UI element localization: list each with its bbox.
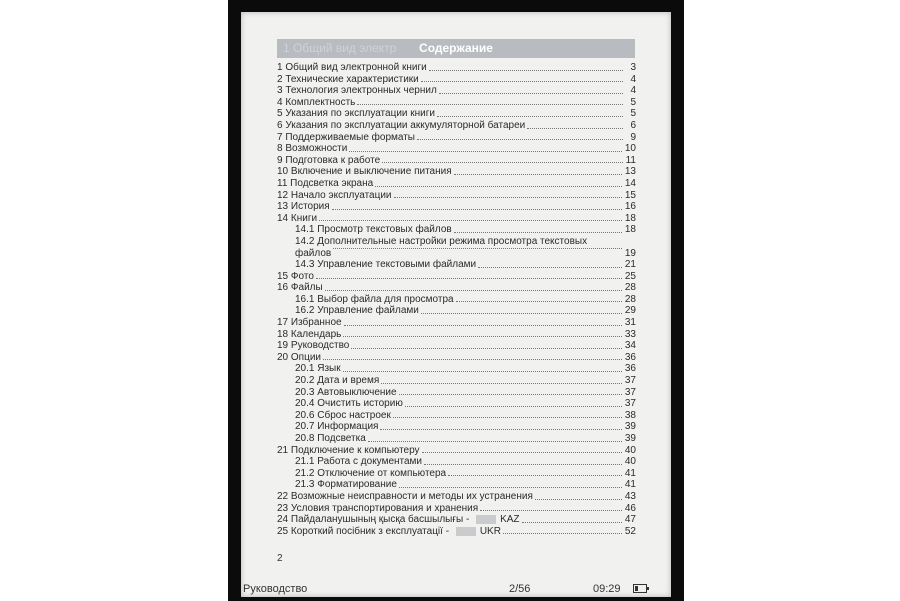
toc-item[interactable]: 25 Короткий посібник з експлуатації - UKR 52	[277, 525, 636, 537]
toc-item[interactable]: 1 Общий вид электронной книги 3	[277, 62, 636, 73]
toc-subitem[interactable]: 20.6 Сброс настроек 38	[295, 409, 636, 421]
toc-item[interactable]: 22 Возможные неисправности и методы их устранения 43	[277, 490, 636, 502]
toc-subitem[interactable]: 20.1 Язык 36	[295, 363, 636, 375]
flag-placeholder-ukr	[456, 527, 476, 536]
toc-subitem[interactable]: 20.3 Автовыключение 37	[295, 386, 636, 398]
toc-subitem[interactable]: 20.7 Информация 39	[295, 421, 636, 433]
toc-subitem[interactable]: 14.3 Управление текстовыми файлами 21	[295, 259, 636, 271]
battery-icon	[633, 584, 647, 593]
page-indicator: 2/56	[509, 583, 531, 595]
ereader-screen[interactable]	[241, 12, 671, 597]
book-title: Руководство	[243, 583, 308, 595]
toc-item[interactable]: 12 Начало эксплуатации 15	[277, 189, 636, 201]
status-bar	[241, 581, 671, 597]
toc-subitem[interactable]: 16.2 Управление файлами 29	[295, 305, 636, 317]
toc-item[interactable]: 8 Возможности 10	[277, 143, 636, 155]
toc-subitem[interactable]: 20.8 Подсветка 39	[295, 433, 636, 444]
toc-subitem[interactable]: 21.2 Отключение от компьютера 41	[295, 467, 636, 479]
toc-item[interactable]: 21 Подключение к компьютеру 40	[277, 444, 636, 456]
toc-subitem[interactable]: 16.1 Выбор файла для просмотра 28	[295, 293, 636, 305]
toc-item[interactable]: 24 Пайдаланушының қысқа басшылығы - KAZ 47	[277, 514, 636, 526]
toc-subitem[interactable]: 14.2 Дополнительные настройки режима просмотра текстовых файлов 19	[295, 235, 636, 259]
toc-item[interactable]: 5 Указания по эксплуатации книги 5	[277, 108, 636, 120]
toc-subitem[interactable]: 21.3 Форматирование 41	[295, 479, 636, 491]
toc-item[interactable]: 23 Условия транспортирования и хранения 46	[277, 502, 636, 514]
toc-item[interactable]: 20 Опции 36	[277, 351, 636, 363]
toc-subitem[interactable]: 20.4 Очистить историю 37	[295, 398, 636, 410]
flag-placeholder-kaz	[476, 515, 496, 524]
page-number: 2	[277, 553, 283, 564]
toc-ghost-text: 1 Общий вид электр	[283, 41, 397, 55]
toc-subitem[interactable]: 21.1 Работа с документами 40	[295, 456, 636, 468]
toc-item[interactable]: 7 Поддерживаемые форматы 9	[277, 131, 636, 143]
toc-title: Содержание	[419, 41, 493, 55]
toc-subitem[interactable]: 20.2 Дата и время 37	[295, 375, 636, 387]
toc-item[interactable]: 6 Указания по эксплуатации аккумуляторной батареи 6	[277, 119, 636, 131]
toc-item[interactable]: 14 Книги 18	[277, 212, 636, 224]
toc-item[interactable]: 4 Комплектность 5	[277, 96, 636, 108]
toc-list	[277, 62, 636, 537]
toc-item[interactable]: 19 Руководство 34	[277, 340, 636, 352]
toc-item[interactable]: 3 Технология электронных чернил 4	[277, 85, 636, 97]
toc-title-bar	[277, 39, 635, 58]
toc-item[interactable]: 18 Календарь 33	[277, 328, 636, 340]
toc-item[interactable]: 9 Подготовка к работе 11	[277, 154, 636, 166]
toc-item[interactable]: 15 Фото 25	[277, 270, 636, 282]
clock: 09:29	[593, 583, 621, 595]
toc-item[interactable]: 10 Включение и выключение питания 13	[277, 166, 636, 178]
toc-item[interactable]: 13 История 16	[277, 201, 636, 213]
ereader-device	[228, 0, 684, 601]
toc-item[interactable]: 11 Подсветка экрана 14	[277, 177, 636, 189]
toc-item[interactable]: 17 Избранное 31	[277, 317, 636, 329]
toc-item[interactable]: 16 Файлы 28	[277, 282, 636, 294]
toc-item[interactable]: 2 Технические характеристики 4	[277, 73, 636, 85]
toc-subitem[interactable]: 14.1 Просмотр текстовых файлов 18	[295, 224, 636, 236]
